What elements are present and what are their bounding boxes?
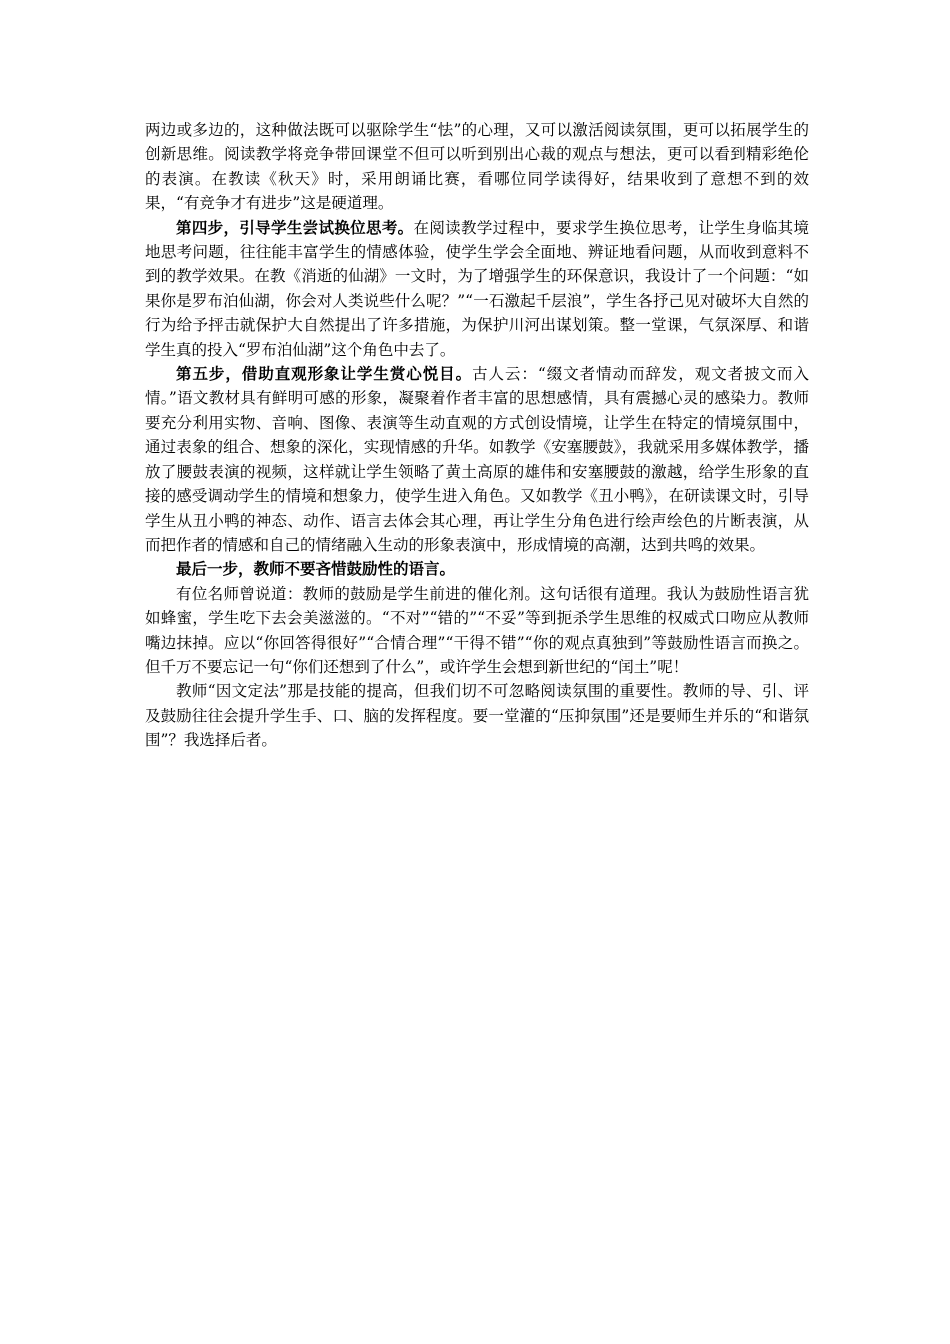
step-4-heading: 第四步，引导学生尝试换位思考。 (176, 218, 414, 237)
paragraph-1-text: 两边或多边的，这种做法既可以驱除学生“怯”的心理，又可以激活阅读氛围，更可以拓展学生的创新思维。阅读教学将竞争带回课堂不但可以听到别出心裁的观点与想法，更可以看到精彩绝伦的表演。在教读《秋天》时，采用朗诵比赛，看哪位同学读得好，结果收到了意想不到的效果，“有竞争才有进步”这是硬道理。 (145, 121, 809, 213)
paragraph-1 (145, 118, 809, 216)
conclusion-text: 教师“因文定法”那是技能的提高，但我们切不可忽略阅读氛围的重要性。教师的导、引、评及鼓励往往会提升学生手、口、脑的发挥程度。要一堂灌的“压抑氛围”还是要师生并乐的“和谐氛围”？我选择后者。 (145, 682, 809, 750)
encouragement-text: 有位名师曾说道：教师的鼓励是学生前进的催化剂。这句话很有道理。我认为鼓励性语言犹如蜂蜜，学生吃下去会美滋滋的。“不对”“错的”“不妥”等到扼杀学生思维的权威式口吻应从教师嘴边抹掉。应以“你回答得很好”“合情合理”“干得不错”“你的观点真独到”等鼓励性语言而换之。但千万不要忘记一句“你们还想到了什么”，或许学生会想到新世纪的“闰土”呢！ (145, 584, 809, 676)
step-5-heading: 第五步，借助直观形象让学生赏心悦目。 (176, 365, 473, 384)
paragraph-conclusion (145, 679, 809, 752)
step-5-text: 古人云：“缀文者情动而辞发，观文者披文而入情。”语文教材具有鲜明可感的形象，凝聚着作者丰富的思想感情，具有震撼心灵的感染力。教师要充分利用实物、音响、图像、表演等生动直观的方式创设情境，让学生在特定的情境氛围中，通过表象的组合、想象的深化，实现情感的升华。如教学《安塞腰鼓》，我就采用多媒体教学，播放了腰鼓表演的视频，这样就让学生领略了黄土高原的雄伟和安塞腰鼓的激越，给学生形象的直接的感受调动学生的情境和想象力，使学生进入角色。又如教学《丑小鸭》，在研读课文时，引导学生从丑小鸭的神态、动作、语言去体会其心理，再让学生分角色进行绘声绘色的片断表演，从而把作者的情感和自己的情绪融入生动的形象表演中，形成情境的高潮，达到共鸣的效果。 (145, 365, 809, 554)
paragraph-final-step (145, 557, 809, 581)
paragraph-encouragement (145, 582, 809, 680)
final-step-heading: 最后一步，教师不要吝惜鼓励性的语言。 (176, 560, 456, 579)
document-page (145, 118, 809, 753)
paragraph-step-5 (145, 362, 809, 557)
step-4-text: 在阅读教学过程中，要求学生换位思考，让学生身临其境地思考问题，往往能丰富学生的情感体验，使学生学会全面地、辨证地看问题，从而收到意料不到的教学效果。在教《消逝的仙湖》一文时，为了增强学生的环保意识，我设计了一个问题：“如果你是罗布泊仙湖，你会对人类说些什么呢？”“一石激起千层浪”，学生各抒己见对破坏大自然的行为给予抨击就保护大自然提出了许多措施，为保护川河出谋划策。整一堂课，气氛深厚、和谐学生真的投入“罗布泊仙湖”这个角色中去了。 (145, 218, 809, 359)
paragraph-step-4 (145, 216, 809, 362)
